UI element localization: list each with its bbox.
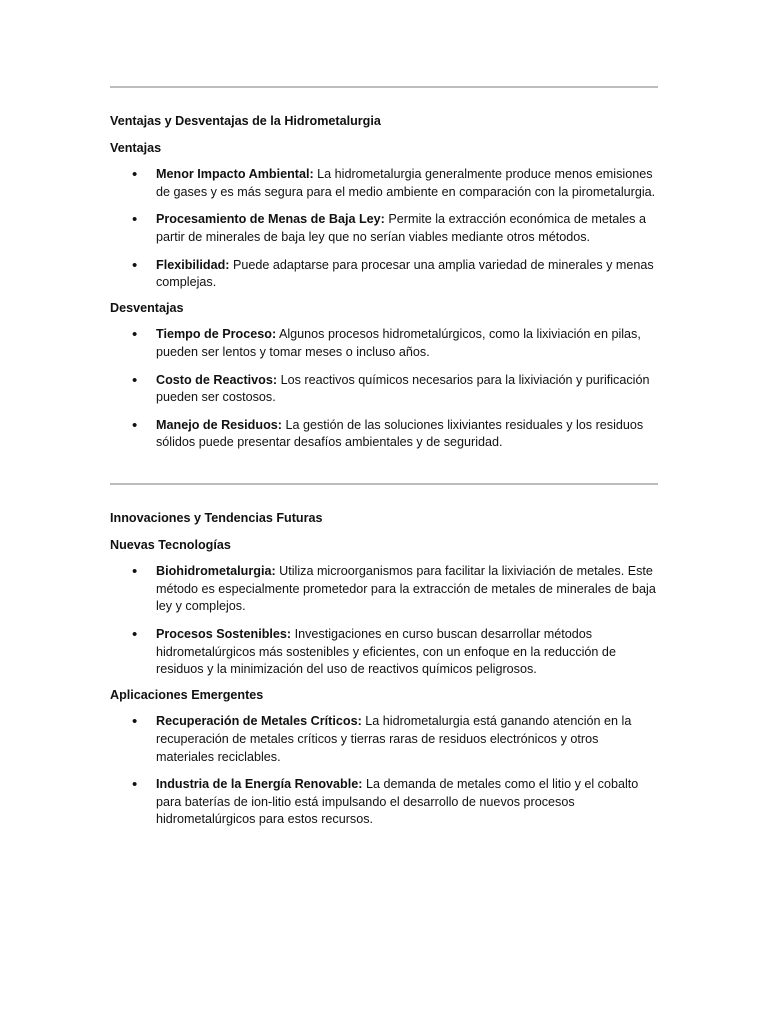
- list-item: [110, 166, 658, 201]
- item-text: La hidrometalurgia generalmente produce menos emisiones de gases y es más segura para el medio ambiente en comparación con la pirometalurgia.: [156, 167, 656, 199]
- section-title: Ventajas y Desventajas de la Hidrometalurgia: [110, 114, 381, 128]
- item-term: Procesamiento de Menas de Baja Ley:: [156, 212, 385, 227]
- item-text: La demanda de metales como el litio y el cobalto para baterías de ion-litio está impulsando el desarrollo de nuevos procesos hidrometalúrgicos para estos recursos.: [156, 777, 639, 827]
- subsection-heading-aplicaciones-emergentes: Aplicaciones Emergentes: [110, 687, 264, 702]
- item-text: Puede adaptarse para procesar una amplia variedad de minerales y menas complejas.: [156, 257, 654, 290]
- list-item: [110, 713, 658, 766]
- top-divider-wrap: [110, 86, 658, 88]
- ventajas-list: [110, 166, 658, 292]
- list-item: [110, 211, 658, 246]
- item-text: Investigaciones en curso buscan desarrollar métodos hidrometalúrgicos más sostenibles y eficientes, con un enfoque en la reducción de residuos y la minimización del uso de reactivos químicos peligrosos.: [156, 626, 616, 677]
- item-term: Procesos Sostenibles:: [156, 626, 292, 641]
- desventajas-list: [110, 326, 658, 452]
- item-term: Flexibilidad:: [156, 257, 230, 272]
- list-item: [110, 257, 658, 292]
- list-item: [110, 326, 658, 361]
- item-term: Menor Impacto Ambiental:: [156, 167, 314, 182]
- list-item: [110, 626, 658, 679]
- item-text: Algunos procesos hidrometalúrgicos, como la lixiviación en pilas, pueden ser lentos y tomar meses o incluso años.: [156, 327, 641, 359]
- item-text: Utiliza microorganismos para facilitar la lixiviación de metales. Este método es especialmente prometedor para la extracción de metales de minerales de baja ley y complejos.: [156, 564, 656, 614]
- item-term: Costo de Reactivos:: [156, 372, 278, 387]
- item-term: Industria de la Energía Renovable:: [156, 777, 363, 792]
- nuevas-tecnologias-list: [110, 563, 658, 679]
- item-term: Biohidrometalurgia:: [156, 564, 276, 579]
- item-term: Recuperación de Metales Críticos:: [156, 714, 362, 729]
- item-text: Permite la extracción económica de metales a partir de minerales de baja ley que no serían viables mediante otros métodos.: [156, 212, 646, 244]
- aplicaciones-emergentes-list: [110, 713, 658, 829]
- section-innovations: [110, 510, 658, 829]
- section-title: Innovaciones y Tendencias Futuras: [110, 511, 323, 525]
- middle-divider: [110, 483, 658, 485]
- section-advantages-disadvantages: [110, 113, 658, 452]
- subsection-heading-ventajas: Ventajas: [110, 140, 162, 155]
- list-item: [110, 372, 658, 407]
- item-text: Los reactivos químicos necesarios para la lixiviación y purificación pueden ser costosos.: [156, 372, 650, 405]
- item-term: Tiempo de Proceso:: [156, 327, 277, 342]
- subsection-heading-nuevas-tecnologias: Nuevas Tecnologías: [110, 537, 231, 552]
- list-item: [110, 776, 658, 829]
- top-divider: [110, 86, 658, 88]
- list-item: [110, 417, 658, 452]
- item-term: Manejo de Residuos:: [156, 417, 282, 432]
- subsection-heading-desventajas: Desventajas: [110, 300, 184, 315]
- item-text: La gestión de las soluciones lixiviantes residuales y los residuos sólidos puede presentar desafíos ambientales y de seguridad.: [156, 417, 644, 450]
- middle-divider-wrap: [110, 483, 658, 485]
- item-text: La hidrometalurgia está ganando atención en la recuperación de metales críticos y tierras raras de residuos electrónicos y otros materiales reciclables.: [156, 714, 632, 764]
- list-item: [110, 563, 658, 616]
